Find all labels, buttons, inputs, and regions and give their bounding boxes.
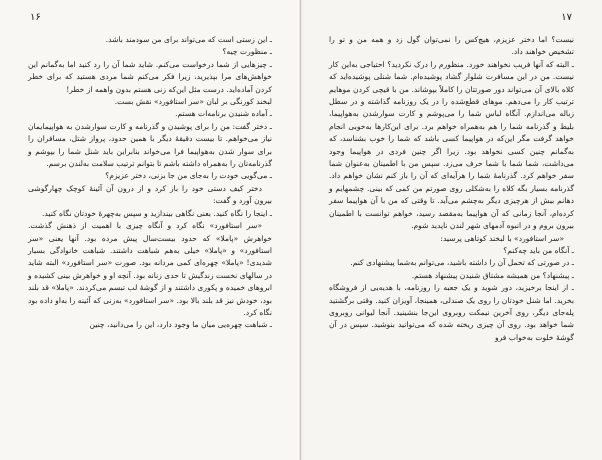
paragraph: ـ اینجا را نگاه کنید. بعنی نگاهی بیندازید و سپس به‌چهرهٔ خودتان نگاه کنید. (42, 208, 272, 218)
paragraph: لبخند کورنگی بر لبان «سر استافورد» نقش بست. (114, 97, 272, 107)
paragraph: ـ منظورت چیه؟ (222, 47, 272, 57)
page-number-left: ۱۶ (30, 12, 41, 23)
paragraph: ـ چیزهایی از شما درخواست می‌کنم. شاید شما آن را رد کنید اما به‌گمانم این خواهش‌های مرا بپذیرید، زیرا فکر می‌کنم شما مردی هستید که برای خطر کردن آماده‌اید. درست مثل این‌که زنی هستم بدون واهمه از خطر! (28, 59, 272, 94)
paragraph: «سر استافورد» نگاه کرد و آنگاه چیزی با اهمیت از ذهنش گذشت. خواهرش «پاملا» که حدود بیست‌سال پیش مرده بود. آنها یعنی «سر استافورد» و «پاملا» خیلی به‌هم شباهت داشتند. شباهت خانوادگی بسیار شدیدی! «پاملا» چهره‌ای کمی مردانه بود. صورت «سر استافورد» البته شاید در سالهای نخست زندگیش تا حدی زنانه بود. آنچه او و خواهرش بینی کشیده و ابروهای خمیده و پکوری داشتند و از گوشهٔ لب تبسم می‌کردند. «پاملا» قد بلند بود، خودش نیز قد بلند بالا بود. «سر استافورد» به‌زنی که آئینه را به‌او داده بود نگاه کرد. (28, 221, 272, 317)
paragraph: ـ این زستی است که می‌تواند برای من سودمند باشد. (105, 35, 272, 44)
paragraph: ـ از اینجا برخیزید، دور شوید و یک جعبه را روزنامه، با هدیه‌یی از فروشگاه بخرید. اما شنل خودتان را روی یک صندلی، همینجا، آویزان کنید. وقتی برگشتید پله‌جای دیگر، روی آخرین نیمکت روبروی این‌جا بنشینید. آنجا لیوانی روبروی شما خواهد بود. روی آن چیزی ریخته شده که می‌توانید بنوشید. سپس در آن گوشهٔ خلوت به‌خواب فرو (329, 283, 574, 342)
paragraph: نیست؟ اما دختر عزیزم، هیچ‌کس را نمی‌توان گول زد و همه من و تو را تشخیص خواهند داد. (329, 35, 574, 57)
left-page-text (28, 34, 272, 332)
paragraph: ـ می‌گویی خودت را به‌جای من جا بزنی، دختر عزیزم؟ (105, 171, 272, 181)
right-page-text (329, 34, 574, 344)
page-number-right: ۱۷ (561, 12, 572, 23)
right-page (301, 0, 602, 460)
paragraph: دختر کیف دستی خود را باز کرد و از درون آن آئینهٔ کوچک چهارگوشی بیرون آورد و گفت: (28, 183, 272, 206)
paragraph: ـ دختر گفت: من را برای پوشیدن و گذرنامه و کارت سوارشدن به هواپیمایمان نیاز می‌خواهم. تا بیست دقیقهٔ دیگر با همین حدود، پرواز شتل، مسافران را برای سوار شدن به‌هواپیما فرا می‌خواند بنابراین باید شنل شما را بپوشم و گذرنامه‌تان را به‌همراه داشته باشم تا بتوانم ترتیب سلامت به‌لندن برسم. (28, 121, 272, 169)
paragraph: ـ البته که آنها فریب نخواهند خورد. منظورم را درک نکردید؟ احتیاجی به‌این کار نیست. من در این مسافرت شلوار گشاد پوشیده‌ام. شما شنلی پوشیده‌اید که کلاه بالای آن می‌تواند دور صورتتان را کاملاً بپوشاند. من با قیچی کردن موهایم ترتیب کار را می‌دهم. موهای قطع‌شده را در یک روزنامه گذاشته و در سطل زباله می‌اندازم. آنگاه لباس شما را می‌پوشم و کارت سوارشدن به‌هواپیما، بلیط و گذرنامه شما را هم به‌همراه خواهم برد. برای این‌کارها به‌خوبی انجام خواهد گرفت مگر این‌که در هواپیما کسی باشد که شما را خوب بشناسد، که به‌گمانم چنین کسی نخواهد بود. زیرا اگر چنین فردی در هواپیما وجود می‌داشت، شما شما با شما حرف می‌زد. سپس من با اطمینان به‌عنوان شما سفر خواهم کرد. گذرنامهٔ شما را هرآیه‌ای که آن را باز کنم نشان خواهم داد. گذرنامه بسیار بگه کلاه را به‌شکلی روی صورتم من کمی که بینی. چشمهایم و دهانم بیش از هرچیزی دیگر به‌چشم می‌آید. تا وقتی که من با آن هواپیما سفر کرده‌ام، آنجا زمانی که آن هواپیما به‌مقصد رسید، خواهم توانست با اطمینان بیرون بروم و در انبوه آدمهای شهر لندن ناپدید شوم. (329, 59, 574, 231)
paragraph: ـ آنگاه من باید چه‌کنم؟ (503, 245, 574, 255)
paragraph: ـ شباهت چهره‌یی میان ما وجود دارد، این را می‌دانید، چنین (89, 320, 272, 330)
paragraph: ـ آماده شنیدن برنامه‌ات هستم. (175, 109, 272, 119)
paragraph: «سر استافورد» با لبخند کوتاهی پرسید: (440, 233, 564, 243)
paragraph: ـ در صورتی که تحمل آن را داشته باشید، می‌توانم به‌شما پیشنهادی کنم. (350, 258, 574, 268)
paragraph: ـ پیشنهاد؟ من همیشه مشتاق شنیدن پیشنهاد هستم. (411, 270, 574, 280)
